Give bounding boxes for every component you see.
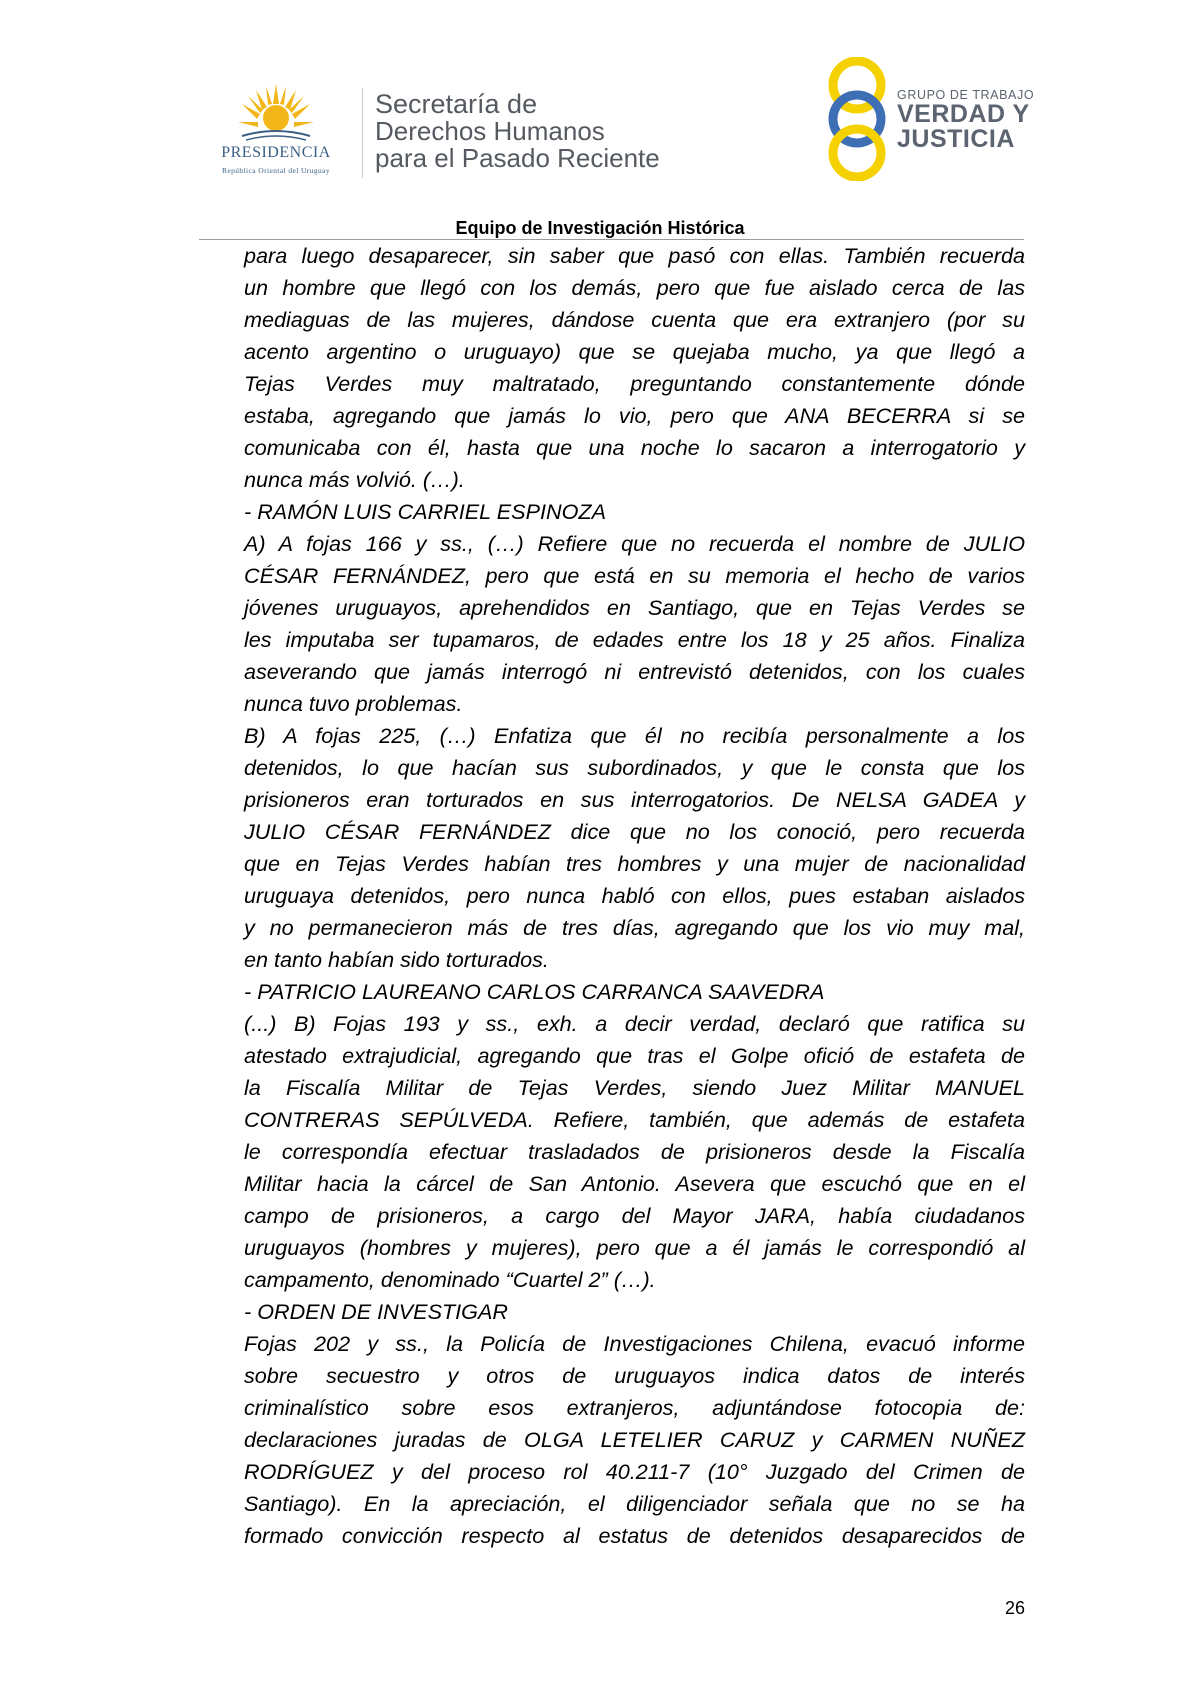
body-text xyxy=(244,240,1025,1552)
body-line: B) A fojas 225, (…) Enfatiza que él no recibía personalmente a los xyxy=(244,723,1025,748)
verdad-justicia-rings-icon xyxy=(822,57,892,181)
body-line: RODRÍGUEZ y del proceso rol 40.211-7 (10° Juzgado del Crimen de xyxy=(244,1459,1025,1484)
presidencia-subtitle: República Oriental del Uruguay xyxy=(221,166,330,175)
body-line: nunca más volvió. (…). xyxy=(244,467,465,492)
body-line: formado convicción respecto al estatus de detenidos desaparecidos de xyxy=(244,1523,1025,1548)
secretaria-logo-text xyxy=(375,90,660,172)
body-line: - RAMÓN LUIS CARRIEL ESPINOZA xyxy=(244,499,606,524)
body-line: criminalístico sobre esos extranjeros, adjuntándose fotocopia de: xyxy=(244,1395,1025,1420)
sun-emblem-icon xyxy=(236,82,316,144)
body-line: campo de prisioneros, a cargo del Mayor JARA, había ciudadanos xyxy=(244,1203,1025,1228)
body-line: Tejas Verdes muy maltratado, preguntando constantemente dónde xyxy=(244,371,1025,396)
body-line: JULIO CÉSAR FERNÁNDEZ dice que no los conoció, pero recuerda xyxy=(244,819,1025,844)
body-line: aseverando que jamás interrogó ni entrevistó detenidos, con los cuales xyxy=(244,659,1025,684)
body-line: para luego desaparecer, sin saber que pasó con ellas. También recuerda xyxy=(244,243,1025,268)
body-line: A) A fojas 166 y ss., (…) Refiere que no recuerda el nombre de JULIO xyxy=(244,531,1025,556)
body-line: le correspondía efectuar trasladados de prisioneros desde la Fiscalía xyxy=(244,1139,1025,1164)
body-line: acento argentino o uruguayo) que se quejaba mucho, ya que llegó a xyxy=(244,339,1025,364)
body-line: Fojas 202 y ss., la Policía de Investigaciones Chilena, evacuó informe xyxy=(244,1331,1025,1356)
body-line: detenidos, lo que hacían sus subordinados, y que le consta que los xyxy=(244,755,1025,780)
grupo-trabajo-text xyxy=(897,88,1034,152)
section-title: Equipo de Investigación Histórica xyxy=(455,218,745,238)
presidencia-logo xyxy=(196,82,356,180)
body-line: declaraciones juradas de OLGA LETELIER CARUZ y CARMEN NUÑEZ xyxy=(244,1427,1025,1452)
page-number: 26 xyxy=(1005,1598,1026,1618)
grupo-line-1: GRUPO DE TRABAJO xyxy=(897,88,1035,102)
body-line: CONTRERAS SEPÚLVEDA. Refiere, también, que además de estafeta xyxy=(244,1107,1025,1132)
grupo-line-3: JUSTICIA xyxy=(897,125,1015,153)
presidencia-title: PRESIDENCIA xyxy=(221,144,331,161)
secretaria-line-2: Derechos Humanos xyxy=(375,116,605,146)
body-line: estaba, agregando que jamás lo vio, pero que ANA BECERRA si se xyxy=(244,403,1025,428)
body-line: Santiago). En la apreciación, el diligenciador señala que no se ha xyxy=(244,1491,1025,1516)
secretaria-line-1: Secretaría de xyxy=(375,89,538,119)
body-line: CÉSAR FERNÁNDEZ, pero que está en su memoria el hecho de varios xyxy=(244,563,1025,588)
body-line: uruguayos (hombres y mujeres), pero que a él jamás le correspondió al xyxy=(244,1235,1025,1260)
body-line: sobre secuestro y otros de uruguayos indica datos de interés xyxy=(244,1363,1025,1388)
body-line: les imputaba ser tupamaros, de edades entre los 18 y 25 años. Finaliza xyxy=(244,627,1025,652)
body-line: mediaguas de las mujeres, dándose cuenta que era extranjero (por su xyxy=(244,307,1025,332)
body-line: Militar hacia la cárcel de San Antonio. Asevera que escuchó que en el xyxy=(244,1171,1025,1196)
body-line: atestado extrajudicial, agregando que tras el Golpe ofició de estafeta de xyxy=(244,1043,1025,1068)
body-line: que en Tejas Verdes habían tres hombres y una mujer de nacionalidad xyxy=(244,851,1025,876)
body-line: y no permanecieron más de tres días, agregando que los vio muy mal, xyxy=(244,915,1025,940)
body-line: un hombre que llegó con los demás, pero que fue aislado cerca de las xyxy=(244,275,1025,300)
logo-divider xyxy=(362,88,363,178)
body-line: la Fiscalía Militar de Tejas Verdes, siendo Juez Militar MANUEL xyxy=(244,1075,1025,1100)
body-line: campamento, denominado “Cuartel 2” (…). xyxy=(244,1267,656,1292)
body-line: - ORDEN DE INVESTIGAR xyxy=(244,1299,508,1324)
body-line: jóvenes uruguayos, aprehendidos en Santiago, que en Tejas Verdes se xyxy=(244,595,1025,620)
secretaria-line-3: para el Pasado Reciente xyxy=(375,143,660,173)
body-line: uruguaya detenidos, pero nunca habló con ellos, pues estaban aislados xyxy=(244,883,1025,908)
body-line: - PATRICIO LAUREANO CARLOS CARRANCA SAAVEDRA xyxy=(244,979,825,1004)
grupo-line-2: VERDAD Y xyxy=(897,100,1030,128)
body-line: prisioneros eran torturados en sus interrogatorios. De NELSA GADEA y xyxy=(244,787,1025,812)
body-line: (...) B) Fojas 193 y ss., exh. a decir verdad, declaró que ratifica su xyxy=(244,1011,1025,1036)
body-line: comunicaba con él, hasta que una noche lo sacaron a interrogatorio y xyxy=(244,435,1025,460)
body-line: en tanto habían sido torturados. xyxy=(244,947,549,972)
body-line: nunca tuvo problemas. xyxy=(244,691,463,716)
